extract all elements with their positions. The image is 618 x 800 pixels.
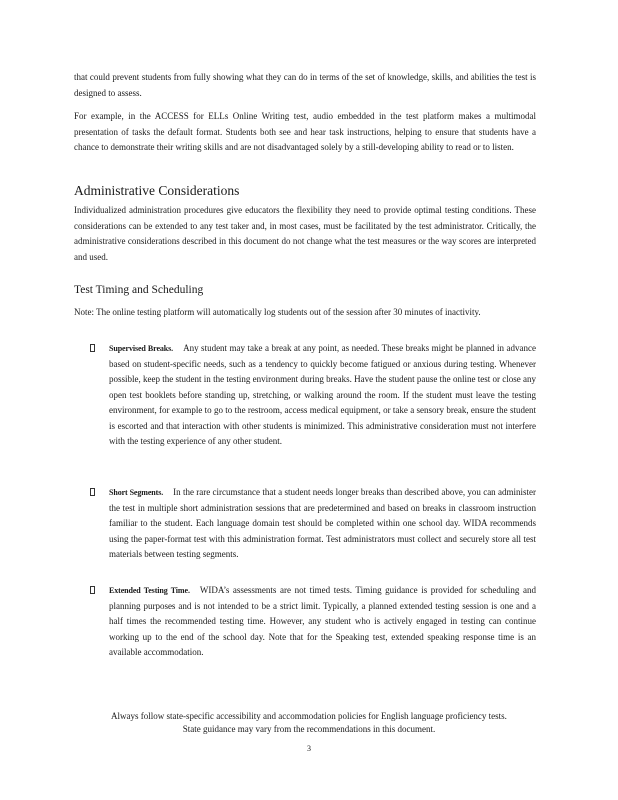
footer-line-2: State guidance may vary from the recommendations in this document. (182, 723, 436, 734)
bullet-text: Any student may take a break at any point, as needed. These breaks might be planned in advance based on student-specific needs, such as a tendency to quickly become fatigued or anxious during testing. Whenever possible, keep the student in the testing environment during breaks. Have the student pause the online test or close any open test booklets before standing up, stretching, or walking around the room. If the student must leave the testing environment, for example to go to the restroom, access medical equipment, or take a sensory break, ensure the student is escorted and that interaction with other students is minimized. This administrative consideration must not interfere with the testing experience of any other student. (109, 343, 536, 446)
bullet-extended-testing-time (74, 583, 536, 661)
bullet-lead: Extended Testing Time. (109, 586, 190, 595)
bullet-supervised-breaks (74, 341, 536, 450)
bullet-short-segments (74, 485, 536, 563)
heading-administrative-considerations: Administrative Considerations (74, 183, 240, 198)
bullet-lead: Supervised Breaks. (109, 344, 174, 353)
page-number: 3 (307, 744, 311, 753)
bullet-text: In the rare circumstance that a student needs longer breaks than described above, you can administer the test in multiple short administration sessions that are predetermined and based on breaks in classroom instruction familiar to the student. Each language domain test should be completed within one school day. WIDA recommends using the paper-format test with this administration format. Test administrators must collect and securely store all test materials between testing segments. (109, 487, 536, 559)
bullet-glyph-icon (90, 344, 95, 352)
footer-note (70, 710, 548, 735)
paragraph-intro-continued: that could prevent students from fully showing what they can do in terms of the set of knowledge, skills, and abilities the test is designed to assess. (74, 72, 536, 98)
heading-test-timing: Test Timing and Scheduling (74, 284, 204, 296)
bullet-text: WIDA’s assessments are not timed tests. Timing guidance is provided for scheduling and planning purposes and is not intended to be a strict limit. Typically, a planned extended testing session is one and a half times the recommended testing time. However, any student who is actively engaged in testing can continue working up to the end of the school day. Note that for the Speaking test, extended speaking response time is an available accommodation. (109, 585, 536, 657)
footer-line-1: Always follow state-specific accessibility and accommodation policies for English language proficiency tests. (111, 711, 507, 721)
paragraph-administrative: Individualized administration procedures give educators the flexibility they need to provide optimal testing conditions. These considerations can be extended to any test taker and, in most cases, must be facilitated by the test administrator. Critically, the administrative considerations described in this document do not change what the test measures or the way scores are interpreted and used. (74, 205, 536, 262)
bullet-lead: Short Segments. (109, 488, 164, 497)
paragraph-example: For example, in the ACCESS for ELLs Online Writing test, audio embedded in the test platform makes a multimodal presentation of tasks the default format. Students both see and hear task instructions, helping to ensure that students have a chance to demonstrate their writing skills and are not disadvantaged solely by a still-developing ability to read or to listen. (74, 111, 536, 152)
bullet-glyph-icon (90, 586, 95, 594)
bullet-glyph-icon (90, 488, 95, 496)
note-inactivity: Note: The online testing platform will automatically log students out of the session after 30 minutes of inactivity. (74, 307, 481, 317)
